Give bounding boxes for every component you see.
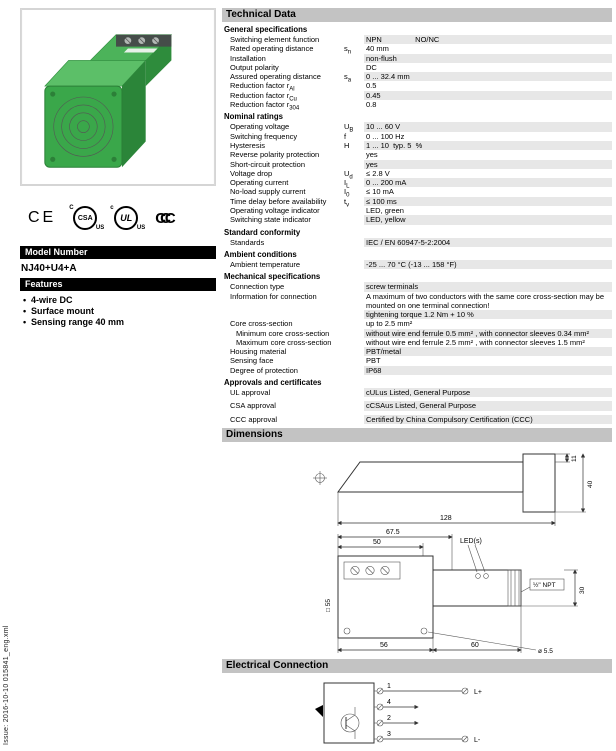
spec-row: [222, 401, 612, 410]
left-column: [20, 8, 216, 332]
spec-label: UL approval: [230, 388, 271, 398]
spec-label: Core cross-section: [230, 319, 293, 329]
spec-symbol: $s_a$: [344, 72, 352, 84]
svg-text:56: 56: [380, 641, 388, 649]
spec-row: [222, 292, 612, 310]
spec-value: Certified by China Compulsory Certification (CCC): [364, 415, 612, 424]
electrical-section: [222, 659, 612, 751]
spec-row: [222, 206, 612, 215]
spec-value: ≤ 10 mA: [366, 187, 394, 197]
spec-label: Switching state indicator: [230, 215, 311, 225]
ul-mark-icon: UL c US: [110, 205, 146, 231]
spec-value: LED, green: [366, 206, 404, 216]
svg-text:128: 128: [440, 514, 452, 522]
section-header: Approvals and certificates: [224, 378, 322, 388]
spec-symbol: [344, 356, 364, 365]
spec-row: [222, 44, 612, 56]
spec-label: Installation: [230, 53, 266, 63]
spec-row: [222, 282, 612, 291]
spec-symbol: [344, 388, 364, 397]
spec-row: [222, 132, 612, 141]
spec-value: 10 ... 60 V: [364, 122, 612, 131]
spec-label: Standards: [230, 237, 265, 247]
spec-value: 1 ... 10 typ. 5 %: [364, 141, 612, 150]
spec-symbol: [344, 160, 364, 169]
spec-symbol: [344, 238, 364, 247]
spec-value: non-flush: [364, 54, 612, 63]
spec-symbol: [344, 54, 364, 63]
svg-text:L-: L-: [474, 736, 481, 744]
spec-label: Short-circuit protection: [230, 159, 306, 169]
svg-text:½" NPT: ½" NPT: [533, 581, 556, 589]
svg-text:L+: L+: [474, 688, 482, 696]
spec-row: [222, 72, 612, 84]
bullet-icon: •: [23, 295, 27, 305]
spec-label: Reduction factor $r_{304}$: [230, 100, 300, 112]
spec-row: [222, 338, 612, 347]
spec-label: Operating voltage indicator: [230, 206, 320, 216]
spec-row: [222, 260, 612, 269]
electrical-diagram: [310, 677, 500, 751]
spec-value: yes: [364, 160, 612, 169]
spec-row: [222, 150, 612, 159]
spec-row: [222, 187, 612, 199]
spec-row: [222, 366, 612, 375]
spec-row: [222, 122, 612, 134]
spec-symbol: $U_d$: [344, 168, 353, 181]
spec-row: [222, 329, 612, 338]
spec-value: 0.45: [364, 91, 612, 100]
feature-item: • Sensing range 40 mm: [23, 317, 125, 327]
spec-value: yes: [366, 150, 378, 160]
spec-row: [222, 215, 612, 224]
spec-value: PBT/metal: [364, 347, 612, 356]
svg-text:11: 11: [571, 455, 578, 462]
spec-symbol: [344, 91, 364, 100]
svg-text:3: 3: [387, 730, 391, 738]
spec-symbol: [344, 260, 364, 269]
spec-row: [222, 238, 612, 247]
spec-label: Ambient temperature: [230, 259, 301, 269]
spec-row: [222, 356, 612, 365]
spec-symbol: H: [344, 140, 350, 150]
spec-label: Reverse polarity protection: [230, 150, 320, 160]
model-number: NJ40+U4+A: [21, 263, 77, 274]
technical-table: [222, 22, 612, 424]
spec-symbol: [344, 329, 364, 338]
spec-value: -25 ... 70 °C (-13 ... 158 °F): [364, 260, 612, 269]
spec-symbol: [344, 282, 364, 291]
svg-text:40: 40: [587, 480, 594, 488]
ccc-mark-icon: CCC: [155, 209, 170, 227]
spec-row: [222, 310, 612, 319]
spec-value: NPN NO/NC: [364, 35, 612, 44]
spec-symbol: $U_B$: [344, 122, 354, 134]
dimensions-section: [222, 428, 612, 659]
spec-label: Degree of protection: [230, 365, 298, 375]
right-column: [222, 8, 612, 751]
bullet-icon: •: [23, 306, 27, 316]
spec-value: cCSAus Listed, General Purpose: [364, 401, 612, 410]
spec-value: cULus Listed, General Purpose: [364, 388, 612, 397]
spec-label: [222, 310, 344, 319]
spec-row: [222, 35, 612, 44]
spec-label: CSA approval: [230, 401, 276, 411]
spec-row: [222, 81, 612, 93]
spec-label: Information for connection: [230, 291, 317, 301]
spec-symbol: [344, 81, 364, 90]
spec-symbol: [344, 150, 364, 159]
dimension-drawing: [268, 446, 598, 659]
spec-value: IP68: [364, 366, 612, 375]
section-header: Nominal ratings: [224, 112, 283, 122]
model-number-header: Model Number: [20, 246, 216, 259]
svg-text:50: 50: [373, 538, 381, 546]
spec-label: Rated operating distance: [230, 44, 314, 54]
spec-symbol: [344, 310, 364, 319]
spec-row: [222, 178, 612, 190]
spec-row: [222, 141, 612, 150]
spec-label: Minimum core cross-section: [236, 328, 330, 338]
technical-data-header: Technical Data: [222, 8, 612, 22]
spec-row: [222, 168, 612, 181]
certification-marks: [28, 202, 214, 234]
spec-value: IEC / EN 60947-5-2:2004: [364, 238, 612, 247]
spec-row: [222, 160, 612, 169]
spec-label: Switching element function: [230, 35, 320, 44]
csa-mark-icon: CSA C US: [69, 205, 105, 231]
spec-symbol: f: [344, 131, 347, 141]
bullet-icon: •: [23, 317, 27, 327]
spec-row: [222, 196, 612, 209]
ce-mark-icon: CE: [28, 209, 57, 226]
spec-label: CCC approval: [230, 414, 278, 424]
spec-symbol: [344, 100, 364, 109]
spec-label: No-load supply current: [230, 187, 306, 197]
spec-label: Operating current: [230, 178, 289, 188]
spec-symbol: [344, 292, 364, 310]
svg-text:60: 60: [471, 641, 479, 649]
spec-value: 0 ... 32.4 mm: [364, 72, 612, 81]
spec-symbol: [344, 35, 364, 44]
electrical-connection-header: Electrical Connection: [222, 659, 612, 673]
spec-symbol: [344, 215, 364, 224]
section-header: General specifications: [224, 25, 308, 34]
spec-symbol: [344, 338, 364, 347]
spec-value: LED, yellow: [364, 215, 612, 224]
dimensions-header: Dimensions: [222, 428, 612, 442]
section-header: Ambient conditions: [224, 249, 297, 259]
spec-value: 0 ... 200 mA: [364, 178, 612, 187]
spec-value: tightening torque 1.2 Nm + 10 %: [364, 310, 612, 319]
spec-symbol: [344, 401, 364, 410]
spec-value: PBT: [366, 356, 381, 366]
spec-value: A maximum of two conductors with the same core cross-section may be mounted on one terminal connection!: [366, 291, 607, 310]
spec-value: 0.5: [366, 81, 377, 91]
spec-row: [222, 319, 612, 328]
svg-text:30: 30: [579, 586, 586, 594]
spec-symbol: [344, 206, 364, 215]
spec-symbol: [344, 63, 364, 72]
features-list: [20, 291, 216, 332]
issue-note: Issue: 2016-10-10 015841_eng.xml: [3, 625, 10, 745]
spec-symbol: [344, 415, 364, 424]
svg-text:67.5: 67.5: [386, 528, 400, 536]
spec-symbol: [344, 366, 364, 375]
spec-label: Operating voltage: [230, 122, 290, 132]
spec-label: Switching frequency: [230, 131, 298, 141]
spec-value: without wire end ferrule 2.5 mm² , with connector sleeves 1.5 mm²: [366, 337, 585, 347]
spec-row: [222, 63, 612, 72]
section-header: Standard conformity: [224, 227, 301, 237]
spec-value: ≤ 100 ms: [364, 197, 612, 206]
spec-symbol: $t_v$: [344, 196, 350, 209]
spec-value: ≤ 2.8 V: [366, 168, 390, 178]
features-header: Features: [20, 278, 216, 291]
product-photo: [20, 8, 216, 186]
svg-text:□ 55: □ 55: [325, 598, 332, 612]
spec-value: 0 ... 100 Hz: [366, 131, 405, 141]
svg-text:2: 2: [387, 714, 391, 722]
spec-symbol: $s_n$: [344, 44, 352, 56]
svg-text:1: 1: [387, 682, 391, 690]
spec-label: Hysteresis: [230, 140, 266, 150]
spec-value: 40 mm: [366, 44, 389, 54]
spec-label: Housing material: [230, 347, 287, 357]
spec-label: Reduction factor $r_{Al}$: [230, 81, 295, 93]
spec-label: Sensing face: [230, 356, 274, 366]
spec-value: 0.8: [366, 100, 377, 110]
spec-label: Time delay before availability: [230, 196, 327, 206]
spec-value: screw terminals: [364, 282, 612, 291]
spec-value: up to 2.5 mm²: [366, 319, 413, 329]
spec-label: Assured operating distance: [230, 72, 321, 82]
spec-row: [222, 415, 612, 424]
spec-symbol: $I_0$: [344, 187, 350, 199]
svg-text:LED(s): LED(s): [460, 537, 482, 545]
spec-row: [222, 90, 612, 103]
spec-row: [222, 100, 612, 112]
spec-label: Reduction factor $r_{Cu}$: [230, 90, 297, 103]
svg-text:4: 4: [387, 698, 391, 706]
spec-label: Output polarity: [230, 62, 279, 72]
spec-label: Maximum core cross-section: [236, 337, 332, 347]
feature-item: • 4-wire DC: [23, 295, 73, 305]
spec-row: [222, 388, 612, 397]
spec-value: DC: [366, 62, 377, 72]
feature-item: • Surface mount: [23, 306, 95, 316]
svg-text:ø 5.5: ø 5.5: [538, 647, 553, 655]
spec-row: [222, 347, 612, 356]
spec-row: [222, 54, 612, 63]
spec-symbol: $I_L$: [344, 178, 350, 190]
section-header: Mechanical specifications: [224, 272, 321, 282]
spec-label: Voltage drop: [230, 168, 273, 178]
spec-value: without wire end ferrule 0.5 mm² , with connector sleeves 0.34 mm²: [364, 329, 612, 338]
spec-symbol: [344, 319, 364, 328]
spec-symbol: [344, 347, 364, 356]
spec-label: Connection type: [230, 282, 285, 292]
